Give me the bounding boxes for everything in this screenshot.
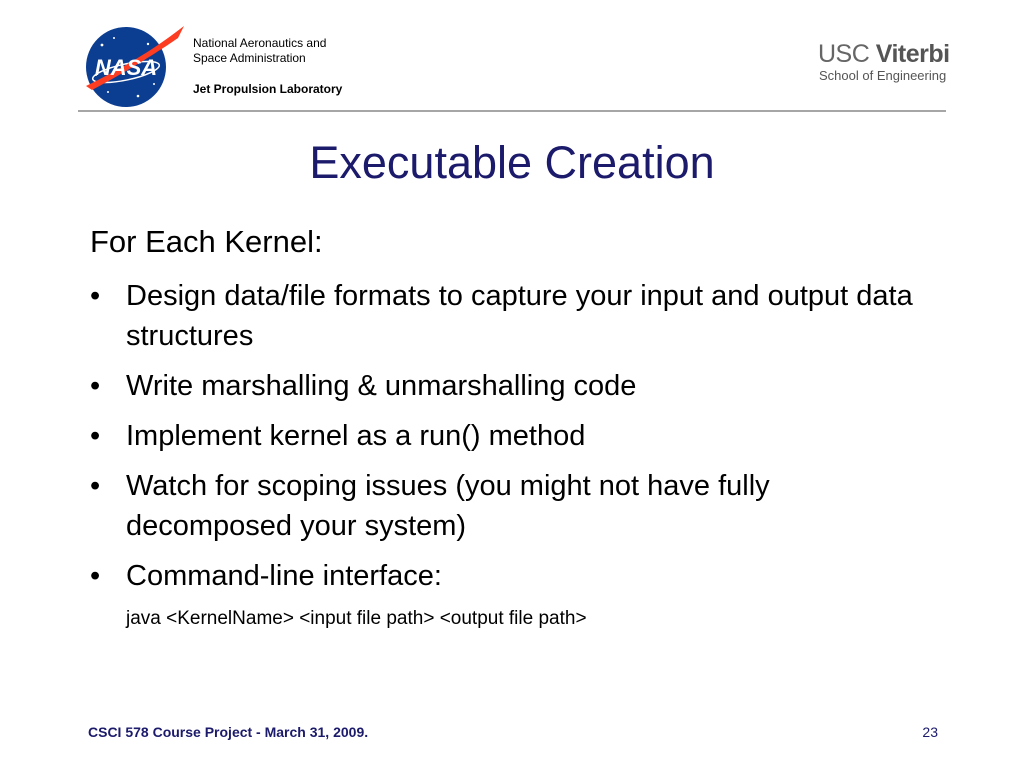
bullet-item	[90, 416, 920, 456]
bullet-icon: •	[90, 280, 101, 312]
school-name: School of Engineering	[819, 68, 947, 83]
usc-viterbi-logo	[818, 40, 948, 86]
bullet-item	[90, 466, 920, 546]
org-name-line-1: National Aeronautics and	[193, 36, 327, 50]
footer-text: CSCI 578 Course Project - March 31, 2009.	[88, 724, 369, 740]
bullet-icon: •	[90, 470, 101, 502]
bullet-icon: •	[90, 560, 101, 592]
bullet-text: Command-line interface:	[126, 560, 442, 592]
bullet-text: Design data/file formats to capture your input and output data structures	[126, 280, 913, 352]
bullet-text: Write marshalling & unmarshalling code	[126, 370, 637, 402]
bullet-list	[90, 276, 920, 606]
usc-wordmark: USC	[818, 40, 870, 68]
viterbi-wordmark: Viterbi	[875, 40, 950, 68]
org-name-line-2: Space Administration	[193, 51, 306, 65]
bullet-text: Implement kernel as a run() method	[126, 420, 586, 452]
slide-title: Executable Creation	[309, 137, 715, 188]
page-number: 23	[922, 724, 938, 740]
bullet-icon: •	[90, 420, 101, 452]
org-name	[193, 36, 326, 66]
bullet-icon: •	[90, 370, 101, 402]
bullet-text: Watch for scoping issues (you might not have fully decomposed your system)	[126, 470, 770, 542]
bullet-item	[90, 366, 920, 406]
header-divider	[78, 110, 946, 112]
nasa-wordmark: NASA	[94, 55, 158, 80]
bullet-item	[90, 276, 920, 356]
lab-name: Jet Propulsion Laboratory	[193, 82, 343, 96]
bullet-item	[90, 556, 920, 596]
nasa-logo-icon	[78, 20, 186, 110]
command-example: java <KernelName> <input file path> <output file path>	[126, 608, 587, 629]
section-heading: For Each Kernel:	[90, 224, 323, 259]
